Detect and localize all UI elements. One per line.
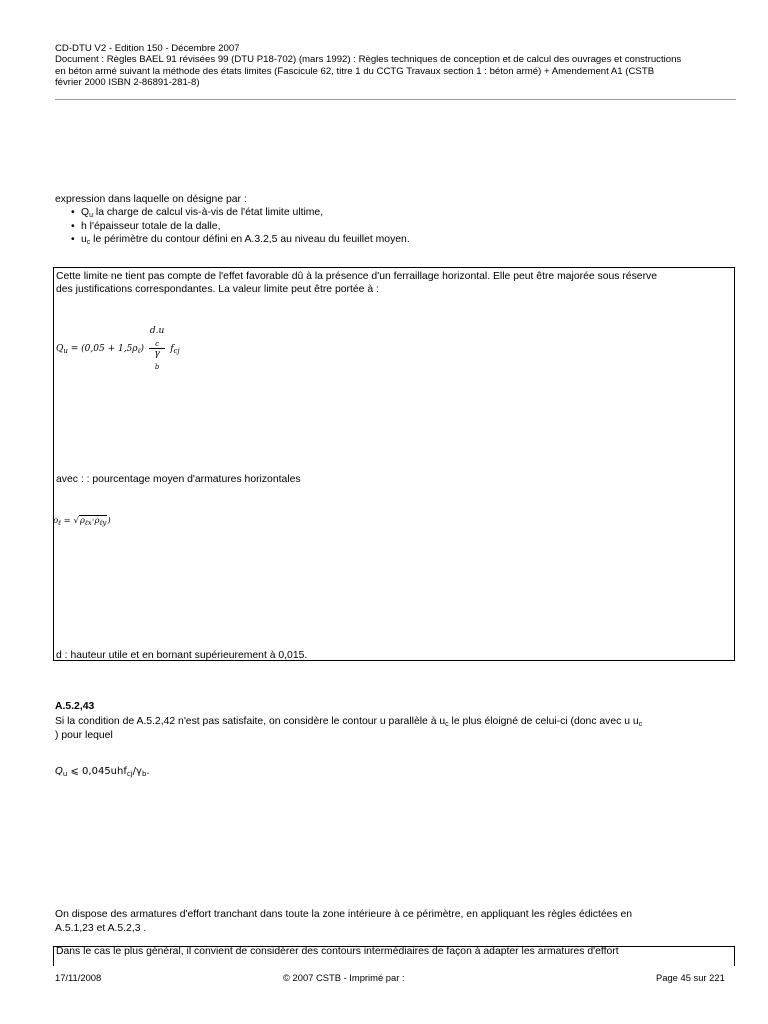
comment-intro <box>56 270 736 296</box>
bullet-icon: • <box>71 207 75 218</box>
dispose-line-1: On dispose des armatures d'effort tranchant dans toute la zone intérieure à ce périmètre, en appliquant les règles édictées en <box>55 909 633 920</box>
footer-date: 17/11/2008 <box>55 972 102 983</box>
formula-fraction: d.u $_c$ γ $_b$ <box>149 326 165 371</box>
section-line-1: Si la condition de A.5.2,42 n'est pas satisfaite, on considère le contour u parallèle à $u_c$ le plus éloigné de celui-ci (donc avec u $u_c$ <box>55 716 643 728</box>
formula-qu-enhanced: $Q_u = (0,05 + 1,5\rho_\ell)$ d.u $_c$ γ $_b$ $f_{cj}$ <box>56 326 180 371</box>
section-title: A.5.2,43 <box>55 701 95 712</box>
section-text <box>55 715 745 743</box>
document-header <box>55 43 740 88</box>
dispose-paragraph <box>55 908 632 935</box>
bullet-icon: • <box>71 220 75 232</box>
bullet-icon: • <box>71 234 75 245</box>
comment-line-2: des justifications correspondantes. La valeur limite peut être portée à : <box>56 284 379 295</box>
comment-box-2-text: Dans le cas le plus général, il convient de considérer des contours intermédiaires de façon à adapter les armatures d'effort <box>56 946 619 957</box>
list-item: • h l'épaisseur totale de la dalle, <box>71 220 221 232</box>
section-line-2: ) pour lequel <box>55 730 113 741</box>
d-definition: d : hauteur utile et en bornant supérieurement à 0,015. <box>56 650 308 661</box>
header-line-3: en béton armé suivant la méthode des états limites (Fascicule 62, titre 1 du CCTG Travaux section 1 : béton armé) + Amendement A1 (CSTB <box>55 65 655 77</box>
header-divider <box>55 99 736 100</box>
header-line-2: Document : Règles BAEL 91 révisées 99 (DTU P18-702) (mars 1992) : Règles techniques de conception et de calcul des ouvrages et constructions <box>55 54 682 66</box>
list-item: • $u_c$ le périmètre du contour défini en A.3.2,5 au niveau du feuillet moyen. <box>71 234 410 246</box>
list-item: • $Q_u$ la charge de calcul vis-à-vis de l'état limite ultime, <box>71 207 324 219</box>
header-line-1: CD-DTU V2 - Edition 150 - Décembre 2007 <box>55 43 240 54</box>
header-line-4: février 2000 ISBN 2-86891-281-8) <box>55 76 200 88</box>
footer-copyright: © 2007 CSTB - Imprimé par : <box>283 972 405 983</box>
dispose-line-2: A.5.1,23 et A.5.2,3 . <box>55 922 147 934</box>
formula-qu-limit: $Q_u$ ⩽ $0,045uhf_{cj}/\gamma_b$. <box>55 766 150 778</box>
footer-page-number: Page 45 sur 221 <box>656 972 725 983</box>
intro-text: expression dans laquelle on désigne par : <box>55 194 247 205</box>
definition-list <box>71 206 410 247</box>
sqrt-icon: √ <box>73 516 79 526</box>
comment-line-1: Cette limite ne tient pas compte de l'effet favorable dû à la présence d'un ferraillage horizontal. Elle peut être majorée sous réserve <box>56 271 657 282</box>
avec-line: avec : : pourcentage moyen d'armatures horizontales <box>56 474 301 485</box>
formula-rho: $\rho_\ell = √\rho_{\ell x}\cdot\rho_{\ell y}$) <box>53 516 111 527</box>
